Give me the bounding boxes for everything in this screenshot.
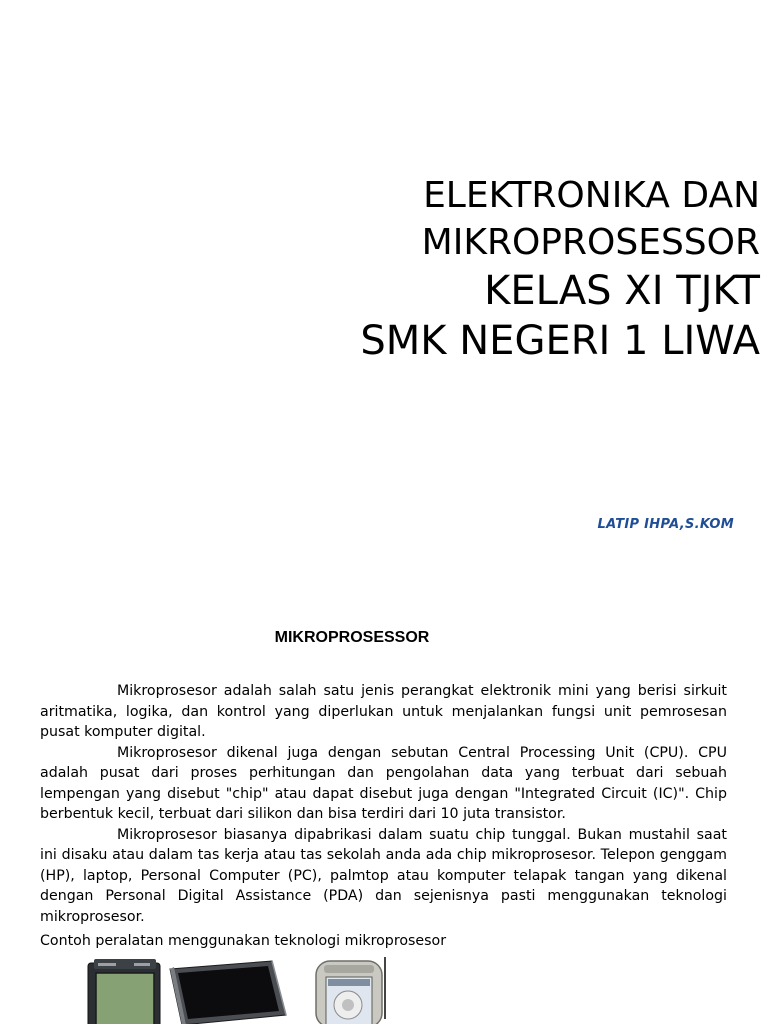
cover-title-line-4: SMK NEGERI 1 LIWA xyxy=(360,318,760,364)
device-images xyxy=(86,955,396,1024)
author-name: LATIP IHPA,S.KOM xyxy=(597,517,734,532)
document-heading: MIKROPROSESSOR xyxy=(274,629,430,646)
cover-title-line-1: ELEKTRONIKA DAN xyxy=(423,175,760,216)
document-body xyxy=(40,681,727,927)
paragraph-2: Mikroprosesor dikenal juga dengan sebutan Central Processing Unit (CPU). CPU adalah pusat dari proses perhitungan dan pengolahan data yang terbuat dari sebuah lempengan yang disebut "chip" atau dapat disebut juga dengan "Integrated Circuit (IC)". Chip berbentuk kecil, terbuat dari silikon dan bisa terdiri dari 10 juta transistor. xyxy=(40,744,727,822)
paragraph-1: Mikroprosesor adalah salah satu jenis perangkat elektronik mini yang berisi sirkuit aritmatika, logika, dan kontrol yang diperlukan untuk menjalankan fungsi unit pemrosesan pusat komputer digital. xyxy=(40,683,727,740)
example-label: Contoh peralatan menggunakan teknologi mikroprosesor xyxy=(40,933,447,949)
laptop-icon xyxy=(170,961,286,1024)
pda-phone-icon xyxy=(316,957,386,1024)
cover-title-line-3: KELAS XI TJKT xyxy=(484,268,760,314)
paragraph-3: Mikroprosesor biasanya dipabrikasi dalam suatu chip tunggal. Bukan mustahil saat ini disaku atau dalam tas kerja atau tas sekolah anda ada chip mikroprosesor. Telepon genggam (HP), laptop, Personal Computer (PC), palmtop atau komputer telapak tangan yang dikenal dengan Personal Digital Assistance (PDA) dan sejenisnya pasti menggunakan teknologi mikroprosesor. xyxy=(40,826,727,925)
cover-title-line-2: MIKROPROSESSOR xyxy=(421,222,760,263)
cover-title xyxy=(360,172,760,366)
palmtop-icon xyxy=(88,959,160,1024)
